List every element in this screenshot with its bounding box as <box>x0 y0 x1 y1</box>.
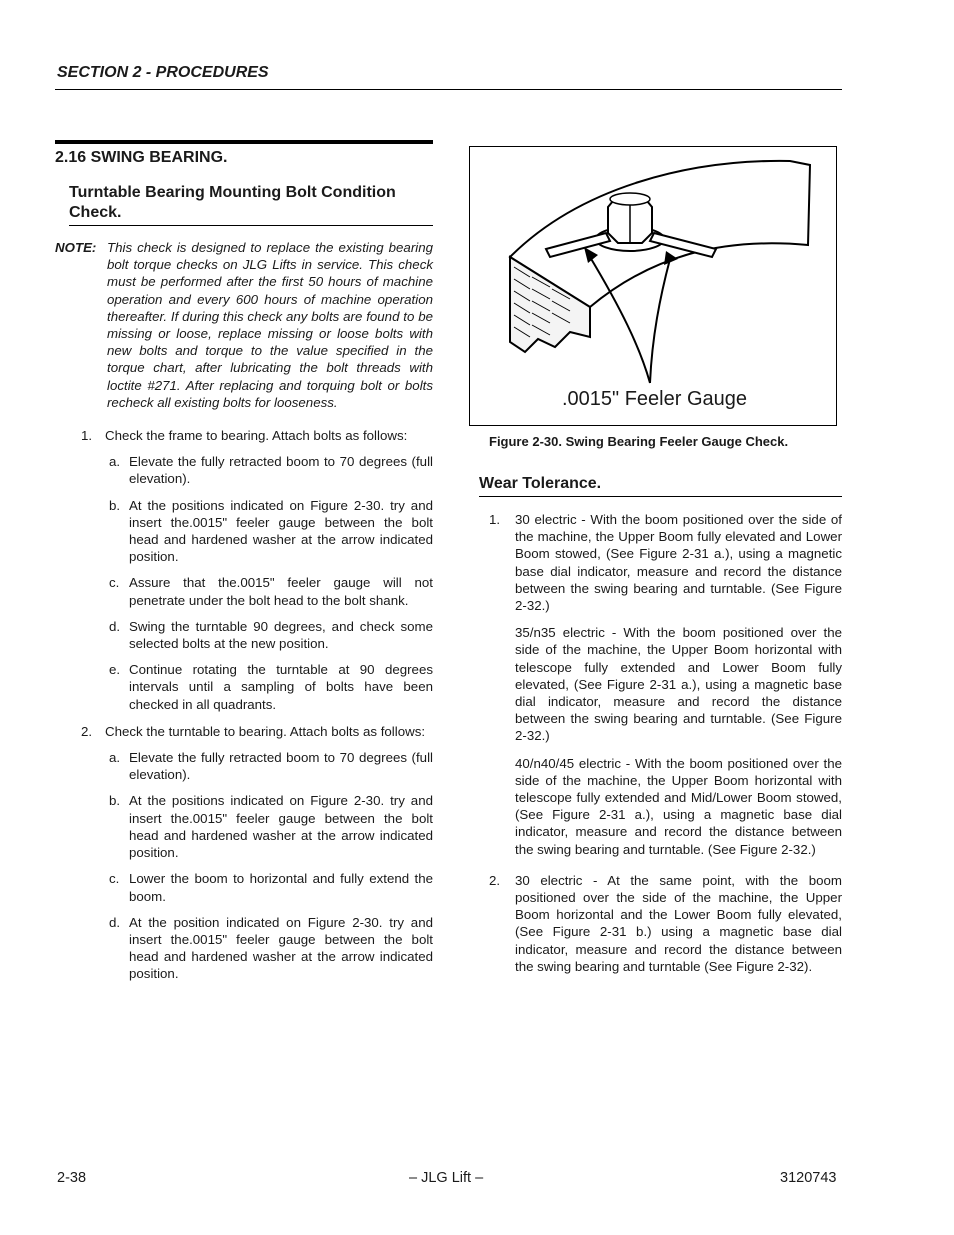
step-letter: b. <box>109 793 121 809</box>
section-title: 2.16 SWING BEARING. <box>55 149 228 166</box>
step-1e <box>109 661 433 713</box>
swing-bearing-illustration <box>470 147 836 425</box>
wear-step-1-para-35: 35/n35 electric - With the boom positioned over the side of the machine, the Upper Boom horizontal with telescope fully extended and Lower Boom fully elevated, (See Figure 2-31 a.), using a magnetic base dial indicator, measure and record the distance between the swing bearing and turntable. (See Figure 2-32.) <box>515 625 842 744</box>
feeler-gauge-label: .0015" Feeler Gauge <box>562 388 747 410</box>
step-1d <box>109 618 433 652</box>
step-text: Check the frame to bearing. Attach bolts as follows: <box>105 428 408 444</box>
step-number: 1. <box>489 512 501 527</box>
wear-step-1 <box>489 511 842 614</box>
step-letter: c. <box>109 871 120 887</box>
step-number: 2. <box>81 723 93 739</box>
footer-brand: – JLG Lift – <box>409 1170 484 1186</box>
step-text: At the positions indicated on Figure 2-30. try and insert the.0015" feeler gauge between the bolt head and hardened washer at the arrow indicated position. <box>129 793 433 861</box>
step-text: Lower the boom to horizontal and fully extend the boom. <box>129 871 433 904</box>
step-text: At the positions indicated on Figure 2-30. try and insert the.0015" feeler gauge between the bolt head and hardened washer at the arrow indicated position. <box>129 497 433 565</box>
subheading-bolt-check: Turntable Bearing Mounting Bolt Condition Check. <box>69 183 433 226</box>
step-text: Elevate the fully retracted boom to 70 degrees (full elevation). <box>129 454 433 487</box>
step-letter: e. <box>109 662 121 678</box>
section-title-rule <box>55 140 433 144</box>
section-header: SECTION 2 - PROCEDURES <box>57 64 269 81</box>
step-number: 1. <box>81 428 93 444</box>
step-text: Continue rotating the turntable at 90 degrees intervals until a sampling of bolts have been checked in all quadrants. <box>129 662 433 712</box>
note-block <box>55 239 433 411</box>
wear-step-1-para-40: 40/n40/45 electric - With the boom positioned over the side of the machine, the Upper Boom horizontal with telescope fully extended and Mid/Lower Boom stowed, (See Figure 2-31 a.), using a magnetic base dial indicator, measure and record the distance between the swing bearing and turntable. (See Figure 2-32.) <box>515 755 842 857</box>
left-column <box>55 140 433 983</box>
step-text: 30 electric - With the boom positioned over the side of the machine, the Upper Boom fully elevated and Lower Boom stowed, (See Figure 2-31 a.), using a magnetic base dial indicator, measure and record the distance between the swing bearing and turntable. (See Figure 2-32.) <box>515 512 842 614</box>
step-1c <box>109 574 433 608</box>
step-2 <box>81 723 433 740</box>
step-text: Check the turntable to bearing. Attach bolts as follows: <box>105 723 426 739</box>
note-label: NOTE: <box>55 240 97 255</box>
step-1b <box>109 497 433 566</box>
step-2d <box>109 914 433 983</box>
step-text: 30 electric - At the same point, with the boom positioned over the side of the machine, the Upper Boom horizontal and the Lower Boom fully elevated, (See Figure 2-31 b.) using a magnetic base dial indicator, measure and record the distance between the swing bearing and turntable (See Figure 2-32). <box>515 872 842 974</box>
step-text: Swing the turntable 90 degrees, and check some selected bolts at the new position. <box>129 618 433 652</box>
step-2c <box>109 870 433 904</box>
wear-tolerance-heading: Wear Tolerance. <box>479 475 842 497</box>
step-letter: d. <box>109 914 121 930</box>
step-letter: d. <box>109 618 121 634</box>
step-letter: b. <box>109 497 121 513</box>
step-letter: a. <box>109 454 121 470</box>
page-number: 2-38 <box>57 1170 87 1186</box>
figure-caption: Figure 2-30. Swing Bearing Feeler Gauge Check. <box>489 434 789 449</box>
step-text: Assure that the.0015" feeler gauge will not penetrate under the bolt head to the bolt shank. <box>129 575 433 608</box>
note-text: This check is designed to replace the existing bearing bolt torque checks on JLG Lifts in service. This check must be performed after the first 50 hours of machine operation and every 600 hours of machine operation thereafter. If during this check any bolts are found to be missing or loose, replace missing or loose bolts with new bolts and torque to the value specified in the torque chart, after lubricating the bolt threads with loctite #271. After replacing and torquing bolt or bolts recheck all existing bolts for looseness. <box>107 240 433 410</box>
figure-2-30 <box>469 146 837 426</box>
step-text: Elevate the fully retracted boom to 70 degrees (full elevation). <box>129 750 433 783</box>
step-letter: a. <box>109 750 121 766</box>
wear-step-2 <box>489 872 842 975</box>
step-2a <box>109 749 433 783</box>
step-letter: c. <box>109 575 120 591</box>
header-rule <box>55 89 842 90</box>
step-1 <box>81 427 433 444</box>
step-2b <box>109 792 433 861</box>
step-text: At the position indicated on Figure 2-30. try and insert the.0015" feeler gauge between the bolt head and hardened washer at the arrow indicated position. <box>129 914 433 982</box>
document-number: 3120743 <box>780 1170 837 1186</box>
right-column <box>469 146 842 975</box>
step-number: 2. <box>489 872 501 888</box>
step-1a <box>109 453 433 487</box>
